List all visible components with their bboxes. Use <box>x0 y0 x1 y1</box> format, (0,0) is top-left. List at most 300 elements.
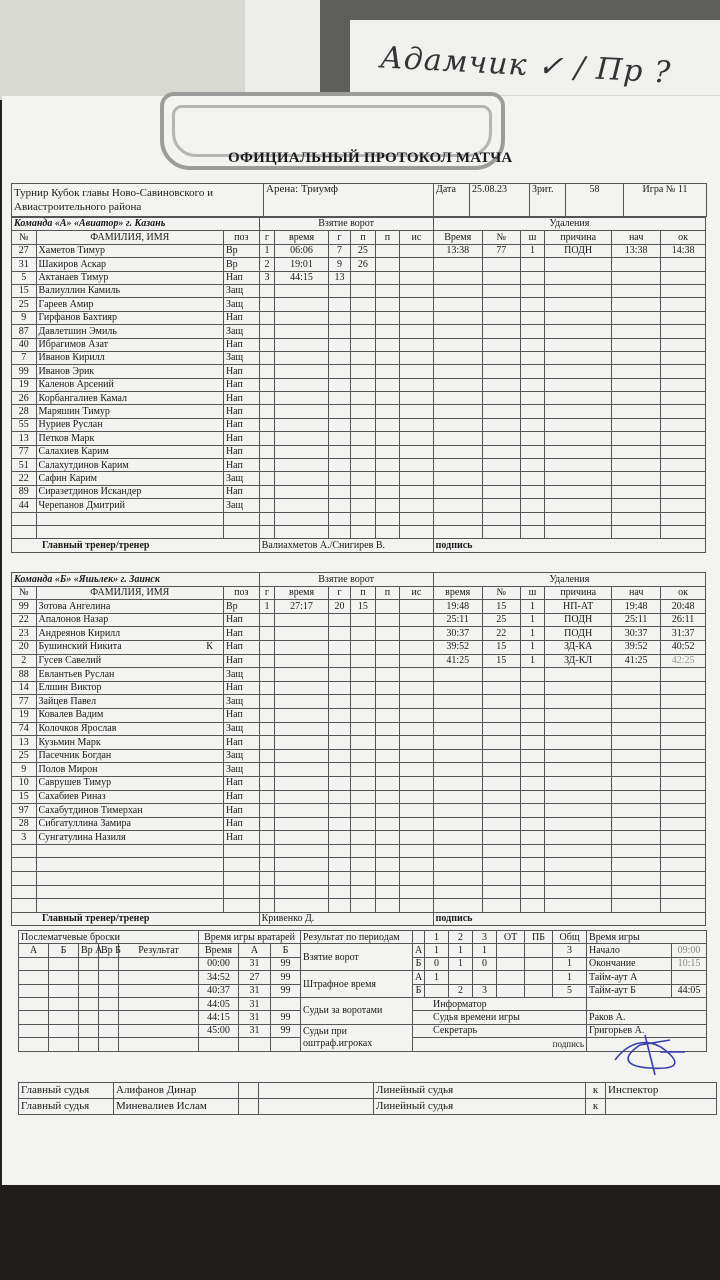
goal-g2 <box>328 722 350 736</box>
player-name <box>36 499 223 512</box>
player-name <box>36 392 223 405</box>
penalty-end: 14:38 <box>661 244 706 257</box>
shootout-col-gkb: Вр Б <box>99 944 119 957</box>
player-row <box>12 432 706 445</box>
penalty-end <box>661 736 706 750</box>
goal-p <box>351 351 376 364</box>
penalty-time <box>433 708 482 722</box>
goal-p2 <box>375 885 400 899</box>
player-name-text: Актанаев Тимур <box>38 272 109 284</box>
goal-p <box>351 365 376 378</box>
goal-p <box>351 654 376 668</box>
goal-p2 <box>375 298 400 311</box>
player-number: 99 <box>12 365 37 378</box>
goals-a-total: 3 <box>553 944 587 957</box>
player-name-text: Сахабиев Риназ <box>38 791 106 802</box>
penalty-sh <box>520 459 545 472</box>
penalty-time <box>433 872 482 886</box>
linesman-label: Линейный судья <box>374 1099 586 1115</box>
player-name-text: Саврушев Тимур <box>38 777 112 789</box>
player-position <box>223 525 259 538</box>
spectators-label: Зрит. <box>530 184 566 217</box>
player-name <box>36 258 223 271</box>
goal-p <box>351 298 376 311</box>
penalty-start <box>612 736 661 750</box>
goal-p2 <box>375 499 400 512</box>
goal-p <box>351 512 376 525</box>
penalty-num <box>482 708 520 722</box>
player-name <box>36 749 223 763</box>
goal-p <box>351 817 376 831</box>
player-position <box>223 858 259 872</box>
penalty-sh: 1 <box>520 600 545 614</box>
penalty-start <box>612 525 661 538</box>
period-3-header: 3 <box>473 931 497 944</box>
penalty-reason <box>545 485 612 498</box>
player-position <box>223 872 259 886</box>
goal-is <box>400 872 434 886</box>
penalty-start <box>612 749 661 763</box>
team-a-section <box>11 217 706 553</box>
player-name <box>36 763 223 777</box>
goal-p <box>351 899 376 913</box>
goal-is <box>400 613 434 627</box>
player-position: Защ <box>223 472 259 485</box>
gk-row-time: 44:15 <box>199 1011 239 1024</box>
goals-b-total: 1 <box>553 957 587 970</box>
goal-p2 <box>375 311 400 324</box>
penalty-num <box>482 790 520 804</box>
penalty-start <box>612 271 661 284</box>
penalty-reason <box>545 365 612 378</box>
player-name-text: Кузьмин Марк <box>38 736 101 748</box>
column-header-p2: п <box>375 231 400 244</box>
player-number: 22 <box>12 472 37 485</box>
penalty-start <box>612 790 661 804</box>
header-table <box>11 183 707 217</box>
penalty-time: 19:48 <box>433 600 482 614</box>
player-number <box>12 899 37 913</box>
goal-is <box>400 749 434 763</box>
start-value: 09:00 <box>672 944 707 957</box>
goal-g <box>259 790 275 804</box>
goal-p <box>351 627 376 641</box>
goal-g <box>259 392 275 405</box>
goal-is <box>400 654 434 668</box>
player-position: Нап <box>223 817 259 831</box>
player-name <box>36 378 223 391</box>
goals-b-p2: 1 <box>449 957 473 970</box>
column-header-p: п <box>351 586 376 600</box>
goal-p2 <box>375 378 400 391</box>
gk-row-time: 44:05 <box>199 997 239 1010</box>
player-row <box>12 244 706 257</box>
penalty-sh <box>520 405 545 418</box>
goal-g <box>259 804 275 818</box>
player-number: 87 <box>12 325 37 338</box>
goal-g2 <box>328 831 350 845</box>
penalty-num <box>482 311 520 324</box>
penalty-start <box>612 258 661 271</box>
goal-g2 <box>328 499 350 512</box>
goal-p <box>351 271 376 284</box>
penalty-time <box>433 844 482 858</box>
penalty-start <box>612 681 661 695</box>
goal-time <box>275 325 329 338</box>
goal-time <box>275 817 329 831</box>
goal-time <box>275 432 329 445</box>
game-number: Игра № 11 <box>624 184 707 217</box>
column-header-time: время <box>275 586 329 600</box>
player-position: Защ <box>223 298 259 311</box>
penalty-sh <box>520 708 545 722</box>
penalty-reason <box>545 271 612 284</box>
player-name <box>36 613 223 627</box>
goal-g <box>259 512 275 525</box>
linesman-label: Линейный судья <box>374 1083 586 1099</box>
player-number: 2 <box>12 654 37 668</box>
penalty-time: 39:52 <box>433 640 482 654</box>
player-number: 9 <box>12 311 37 324</box>
player-row <box>12 817 706 831</box>
penalty-sh <box>520 365 545 378</box>
goal-time <box>275 627 329 641</box>
goal-g2 <box>328 378 350 391</box>
gk-row-b: 99 <box>271 984 301 997</box>
player-position: Защ <box>223 284 259 297</box>
penalty-reason <box>545 668 612 682</box>
penalty-reason <box>545 432 612 445</box>
penalty-sh <box>520 722 545 736</box>
goal-time: 19:01 <box>275 258 329 271</box>
goal-g2 <box>328 736 350 750</box>
goal-p2 <box>375 258 400 271</box>
player-number: 40 <box>12 338 37 351</box>
goal-g <box>259 831 275 845</box>
player-position: Защ <box>223 668 259 682</box>
goal-g2 <box>328 749 350 763</box>
secretary-sign-label: подпись <box>413 1038 587 1051</box>
penalty-end <box>661 722 706 736</box>
goal-p2 <box>375 512 400 525</box>
goal-p2 <box>375 844 400 858</box>
player-name <box>36 640 223 654</box>
goal-g2: 20 <box>328 600 350 614</box>
player-position: Нап <box>223 485 259 498</box>
goal-p: 15 <box>351 600 376 614</box>
penalty-sh <box>520 338 545 351</box>
penalty-judges-label: Судьи при оштраф.игроках <box>301 1024 413 1051</box>
penalty-time <box>433 763 482 777</box>
player-name-text: Бушинский Никита <box>38 641 122 653</box>
goal-p2 <box>375 525 400 538</box>
goal-g2 <box>328 298 350 311</box>
penalty-end <box>661 445 706 458</box>
goal-g <box>259 284 275 297</box>
linesman-k: к <box>586 1099 606 1115</box>
goal-p <box>351 776 376 790</box>
player-number: 25 <box>12 749 37 763</box>
penalty-start <box>612 378 661 391</box>
player-position: Нап <box>223 338 259 351</box>
gk-col-a: А <box>239 944 271 957</box>
penalty-sh <box>520 311 545 324</box>
coach-label: Главный тренер/тренер <box>12 539 260 552</box>
penalty-num <box>482 749 520 763</box>
goal-p <box>351 392 376 405</box>
goal-is <box>400 445 434 458</box>
goal-p <box>351 695 376 709</box>
player-name-text: Петков Марк <box>38 432 95 444</box>
goal-p2 <box>375 351 400 364</box>
player-name-text: Салахутдинов Карим <box>38 459 129 471</box>
timeout-a-label: Тайм-аут А <box>587 971 672 984</box>
penalty-start <box>612 351 661 364</box>
timekeeper-label: Судья времени игры <box>413 1011 587 1024</box>
penalty-start <box>612 338 661 351</box>
penalty-start <box>612 405 661 418</box>
penalty-start <box>612 668 661 682</box>
penalty-end <box>661 485 706 498</box>
penalty-sh <box>520 749 545 763</box>
player-number: 20 <box>12 640 37 654</box>
player-number: 5 <box>12 271 37 284</box>
penalty-end <box>661 708 706 722</box>
goal-g <box>259 613 275 627</box>
goals-team-b: Б <box>413 957 425 970</box>
penalty-sh <box>520 817 545 831</box>
goal-p2 <box>375 817 400 831</box>
penalty-start <box>612 472 661 485</box>
goal-g2 <box>328 695 350 709</box>
pim-a-total: 1 <box>553 971 587 984</box>
goal-g <box>259 525 275 538</box>
goal-p2 <box>375 271 400 284</box>
penalty-num <box>482 298 520 311</box>
penalty-end: 42:25 <box>661 654 706 668</box>
arena: Арена: Триумф <box>264 184 434 217</box>
penalty-reason: ЗД-КЛ <box>545 654 612 668</box>
penalty-end <box>661 763 706 777</box>
player-name-text: Сахабутдинов Тимерхан <box>38 804 143 816</box>
goal-time <box>275 298 329 311</box>
penalty-reason <box>545 418 612 431</box>
goal-p: 25 <box>351 244 376 257</box>
player-row <box>12 325 706 338</box>
penalty-time <box>433 472 482 485</box>
player-row <box>12 640 706 654</box>
penalty-time <box>433 858 482 872</box>
player-row <box>12 872 706 886</box>
date-label: Дата <box>434 184 470 217</box>
goals-row-label: Взятие ворот <box>301 944 413 971</box>
goal-p2 <box>375 244 400 257</box>
player-row <box>12 627 706 641</box>
goal-g <box>259 485 275 498</box>
player-name <box>36 418 223 431</box>
penalty-time <box>433 749 482 763</box>
goal-time <box>275 681 329 695</box>
penalty-num <box>482 378 520 391</box>
penalty-time <box>433 790 482 804</box>
penalty-reason <box>545 736 612 750</box>
gk-row-b <box>271 997 301 1010</box>
penalty-start <box>612 817 661 831</box>
goals-team-a: А <box>413 944 425 957</box>
pim-a-p2 <box>449 971 473 984</box>
penalty-reason: ЗД-КА <box>545 640 612 654</box>
goal-is <box>400 298 434 311</box>
penalty-time <box>433 695 482 709</box>
penalty-reason <box>545 445 612 458</box>
goal-is <box>400 858 434 872</box>
player-name-text: Иванов Эрик <box>38 365 95 377</box>
penalty-start: 39:52 <box>612 640 661 654</box>
penalty-num: 22 <box>482 627 520 641</box>
penalty-reason <box>545 392 612 405</box>
column-header-time: время <box>275 231 329 244</box>
goal-p: 26 <box>351 258 376 271</box>
penalty-start <box>612 885 661 899</box>
gk-col-b: Б <box>271 944 301 957</box>
player-position: Нап <box>223 681 259 695</box>
penalty-end: 26:11 <box>661 613 706 627</box>
penalty-num <box>482 885 520 899</box>
player-position: Защ <box>223 499 259 512</box>
player-name-text: Апалонов Назар <box>38 614 109 626</box>
goal-p2 <box>375 736 400 750</box>
player-row <box>12 258 706 271</box>
penalty-reason <box>545 872 612 886</box>
goal-p2 <box>375 872 400 886</box>
goal-p <box>351 844 376 858</box>
penalty-start <box>612 365 661 378</box>
penalty-sh <box>520 325 545 338</box>
start-label: Начало <box>587 944 672 957</box>
column-header-num: № <box>12 586 37 600</box>
penalty-end <box>661 392 706 405</box>
penalty-end <box>661 311 706 324</box>
player-row <box>12 708 706 722</box>
player-name-text: Колочков Ярослав <box>38 723 117 735</box>
goal-g <box>259 695 275 709</box>
player-row <box>12 499 706 512</box>
goal-p <box>351 325 376 338</box>
player-name <box>36 325 223 338</box>
goal-g <box>259 749 275 763</box>
gk-row-time: 00:00 <box>199 957 239 970</box>
goal-g <box>259 817 275 831</box>
goal-time <box>275 763 329 777</box>
goal-time <box>275 708 329 722</box>
player-name-text: Нуриев Руслан <box>38 419 103 431</box>
pim-b-p1 <box>425 984 449 997</box>
penalty-end <box>661 817 706 831</box>
goal-g <box>259 899 275 913</box>
player-row <box>12 681 706 695</box>
player-name-text: Гусев Савелий <box>38 655 102 667</box>
goal-time: 27:17 <box>275 600 329 614</box>
goal-is <box>400 640 434 654</box>
penalty-sh <box>520 512 545 525</box>
goal-time <box>275 831 329 845</box>
player-row <box>12 365 706 378</box>
column-header-pnum: № <box>482 231 520 244</box>
goal-p2 <box>375 613 400 627</box>
gk-row-b: 99 <box>271 1011 301 1024</box>
player-row <box>12 844 706 858</box>
goal-g2 <box>328 790 350 804</box>
goal-is <box>400 311 434 324</box>
player-row <box>12 613 706 627</box>
gk-time-label: Время игры вратарей <box>199 931 301 944</box>
player-position <box>223 844 259 858</box>
goal-time <box>275 459 329 472</box>
penalty-start <box>612 763 661 777</box>
player-name-text: Сунгатулина Назиля <box>38 831 126 843</box>
coach-sign-label: подпись <box>433 539 705 552</box>
player-row <box>12 298 706 311</box>
goal-time <box>275 722 329 736</box>
goals-a-ot <box>497 944 525 957</box>
gk-row-b: 99 <box>271 957 301 970</box>
penalty-num <box>482 472 520 485</box>
penalty-time <box>433 831 482 845</box>
periods-label: Результат по периодам <box>301 931 413 944</box>
player-name <box>36 512 223 525</box>
player-number: 7 <box>12 351 37 364</box>
column-header-is: ис <box>400 231 434 244</box>
goal-p <box>351 749 376 763</box>
penalty-time <box>433 405 482 418</box>
penalty-time <box>433 885 482 899</box>
player-name <box>36 858 223 872</box>
goal-time <box>275 790 329 804</box>
penalty-time <box>433 485 482 498</box>
goal-is <box>400 338 434 351</box>
player-position <box>223 885 259 899</box>
penalty-end <box>661 258 706 271</box>
goal-g <box>259 325 275 338</box>
goal-is <box>400 804 434 818</box>
player-position: Нап <box>223 418 259 431</box>
penalty-num <box>482 844 520 858</box>
penalty-reason <box>545 749 612 763</box>
goal-g <box>259 640 275 654</box>
player-row <box>12 271 706 284</box>
goal-time <box>275 378 329 391</box>
goal-g2 <box>328 681 350 695</box>
pim-row-label: Штрафное время <box>301 971 413 998</box>
player-number: 15 <box>12 284 37 297</box>
team-title: Команда «А» «Авиатор» г. Казань <box>12 218 260 231</box>
penalty-reason <box>545 790 612 804</box>
player-name <box>36 271 223 284</box>
player-name <box>36 298 223 311</box>
goal-time <box>275 405 329 418</box>
goals-b-p3: 0 <box>473 957 497 970</box>
penalty-start <box>612 432 661 445</box>
column-header-num: № <box>12 231 37 244</box>
goal-g <box>259 885 275 899</box>
goal-p2 <box>375 405 400 418</box>
goal-g <box>259 445 275 458</box>
player-name <box>36 627 223 641</box>
goals-a-pb <box>525 944 553 957</box>
goal-g <box>259 499 275 512</box>
goal-g2 <box>328 325 350 338</box>
goal-is <box>400 459 434 472</box>
